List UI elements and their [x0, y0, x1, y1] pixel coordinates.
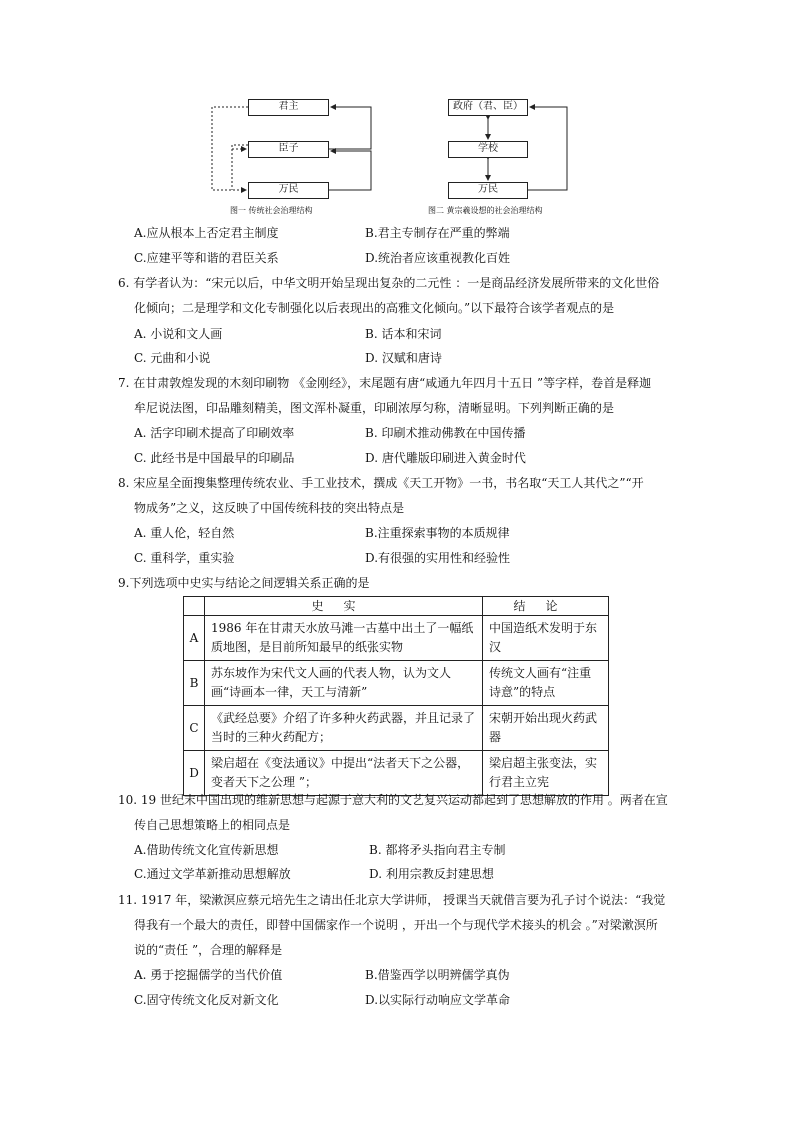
fig1-box-people: 万民: [248, 182, 329, 199]
q9-stem: 9.下列选项中史实与结论之间逻辑关系正确的是: [118, 576, 370, 590]
q6-stem-line1: 6. 有学者认为：“宋元以后，中华文明开始呈现出复杂的二元性 ：一是商品经济发展所带来的文化世俗: [118, 276, 660, 290]
q9-row-letter: B: [184, 661, 205, 706]
q6-option-d: D. 汉赋和唐诗: [365, 351, 442, 365]
q9-row-fact: 梁启超在《变法通议》中提出“法者天下之公器，变者天下之公理 ”；: [205, 751, 483, 796]
q9-row-conclusion: 中国造纸术发明于东汉: [483, 616, 609, 661]
fig2-box-people: 万民: [448, 182, 528, 199]
q9-row-conclusion: 传统文人画有“注重诗意”的特点: [483, 661, 609, 706]
q9-row-letter: D: [184, 751, 205, 796]
q9-header-conclusion: 结论: [483, 597, 609, 616]
fig2-box-school: 学校: [448, 141, 528, 158]
q10-option-c: C.通过文学革新推动思想解放: [134, 867, 291, 881]
q5-option-d: D.统治者应该重视教化百姓: [365, 251, 511, 265]
q7-stem-line2: 牟尼说法图，印品雕刻精美，图文浑朴凝重，印刷浓厚匀称，清晰显明。下列判断正确的是: [134, 401, 615, 415]
q7-option-a: A. 活字印刷术提高了印刷效率: [134, 426, 295, 440]
q5-option-b: B.君主专制存在严重的弊端: [365, 226, 510, 240]
fig1-dotted-arrows: [212, 107, 248, 190]
q9-row-fact: 《武经总要》介绍了许多种火药武器，并且记录了当时的三种火药配方；: [205, 706, 483, 751]
q6-option-c: C. 元曲和小说: [134, 351, 211, 365]
q6-stem-line2: 化倾向；二是理学和文化专制强化以后表现出的高雅文化倾向。”以下最符合该学者观点的是: [134, 301, 615, 315]
fig1-box-minister: 臣子: [248, 141, 329, 158]
fig1-solid-arrows: [329, 107, 371, 190]
q8-option-a: A. 重人伦，轻自然: [134, 526, 235, 540]
q7-option-d: D. 唐代雕版印刷进入黄金时代: [365, 451, 526, 465]
q9-row-fact: 苏东坡作为宋代文人画的代表人物，认为文人画“诗画本一律，天工与清新”: [205, 661, 483, 706]
q8-stem-line2: 物成务”之义，这反映了中国传统科技的突出特点是: [134, 501, 405, 515]
q10-stem-line1: 10. 19 世纪末中国出现的维新思想与起源于意大利的文艺复兴运动都起到了思想解放的作用 。两者在宣: [118, 793, 668, 807]
table-row: [184, 706, 609, 751]
q11-option-c: C.固守传统文化反对新文化: [134, 993, 279, 1007]
q9-row-fact: 1986 年在甘肃天水放马滩一古墓中出土了一幅纸质地图，是目前所知最早的纸张实物: [205, 616, 483, 661]
q8-option-b: B.注重探索事物的本质规律: [365, 526, 510, 540]
q9-table: [183, 596, 609, 796]
q5-option-c: C.应建平等和谐的君臣关系: [134, 251, 279, 265]
q7-option-c: C. 此经书是中国最早的印刷品: [134, 451, 295, 465]
fig2-caption: 图二 黄宗羲设想的社会治理结构: [428, 206, 543, 215]
q10-stem-line2: 传自己思想策略上的相同点是: [134, 818, 291, 832]
q10-option-d: D. 利用宗教反封建思想: [369, 867, 494, 881]
q9-row-letter: C: [184, 706, 205, 751]
fig2-box-government: 政府（君、臣）: [448, 99, 528, 116]
q11-option-b: B.借鉴西学以明辨儒学真伪: [365, 968, 510, 982]
q10-option-a: A.借助传统文化宣传新思想: [134, 843, 279, 857]
q9-row-letter: A: [184, 616, 205, 661]
q8-option-d: D.有很强的实用性和经验性: [365, 551, 511, 565]
fig1-box-monarch: 君主: [248, 99, 329, 116]
table-row: [184, 661, 609, 706]
q6-option-a: A. 小说和文人画: [134, 327, 223, 341]
table-row: [184, 616, 609, 661]
q7-option-b: B. 印刷术推动佛教在中国传播: [365, 426, 526, 440]
q5-option-a: A.应从根本上否定君主制度: [134, 226, 279, 240]
q9-row-conclusion: 宋朝开始出现火药武器: [483, 706, 609, 751]
q11-option-d: D.以实际行动响应文学革命: [365, 993, 511, 1007]
q11-stem-line3: 说的“责任 ”，合理的解释是: [134, 943, 283, 957]
q9-header-blank: [184, 597, 205, 616]
q9-table-header: [184, 597, 609, 616]
q8-option-c: C. 重科学，重实验: [134, 551, 235, 565]
q10-option-b: B. 都将矛头指向君主专制: [369, 843, 506, 857]
q11-option-a: A. 勇于挖掘儒学的当代价值: [134, 968, 283, 982]
fig1-caption: 图一 传统社会治理结构: [230, 206, 313, 215]
q11-stem-line1: 11. 1917 年，梁漱溟应蔡元培先生之请出任北京大学讲师， 授课当天就借言要为孔子讨个说法：“我觉: [118, 893, 666, 907]
q6-option-b: B. 话本和宋词: [365, 327, 442, 341]
q9-row-conclusion: 梁启超主张变法，实行君主立宪: [483, 751, 609, 796]
q7-stem-line1: 7. 在甘肃敦煌发现的木刻印刷物 《金刚经》，末尾题有唐“咸通九年四月十五日 ”等字样，卷首是释迦: [118, 376, 652, 390]
table-row: [184, 751, 609, 796]
q11-stem-line2: 得我有一个最大的责任，即替中国儒家作一个说明 ，开出一个与现代学术接头的机会 。”对梁漱溟所: [134, 918, 658, 932]
q9-header-facts: 史实: [205, 597, 483, 616]
q8-stem-line1: 8. 宋应星全面搜集整理传统农业、手工业技术，撰成《天工开物》一书，书名取“天工人其代之”“开: [118, 476, 644, 490]
governance-diagrams: [0, 0, 794, 230]
